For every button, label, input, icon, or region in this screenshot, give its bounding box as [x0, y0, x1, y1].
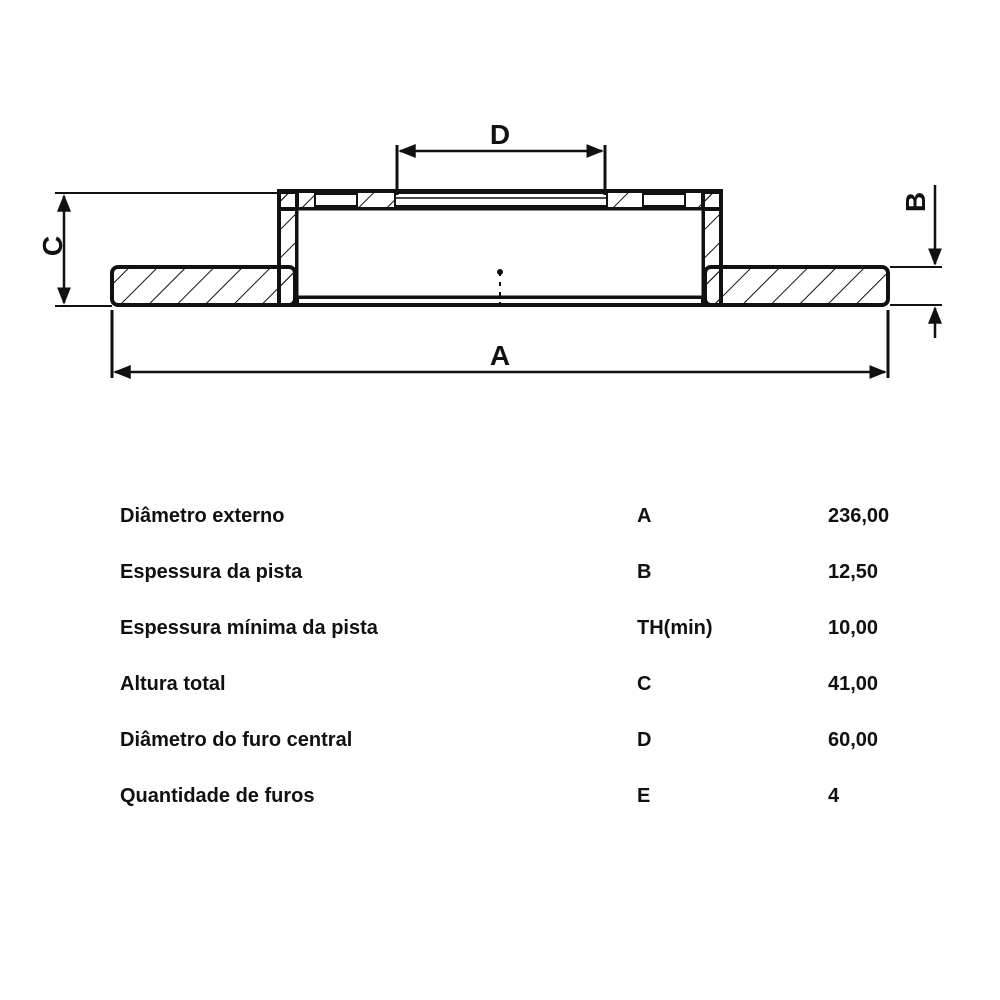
dimension-letter-c: C — [37, 235, 68, 257]
spec-value: 4 — [828, 785, 840, 807]
spec-row-hole-count — [120, 785, 920, 841]
brake-disc-cross-section-drawing — [0, 0, 1000, 420]
spec-row-track-thickness — [120, 561, 920, 617]
bolt-hole-right — [643, 194, 685, 206]
dimension-d — [397, 119, 605, 195]
bolt-hole-left — [315, 194, 357, 206]
spec-code: C — [637, 673, 652, 695]
spec-value: 12,50 — [828, 561, 879, 583]
left-braking-ring — [112, 267, 295, 305]
spec-label: Espessura da pista — [120, 561, 303, 583]
spec-row-total-height — [120, 673, 920, 729]
spec-value: 236,00 — [828, 505, 890, 527]
spec-code: A — [637, 505, 652, 527]
spec-label: Espessura mínima da pista — [120, 617, 378, 639]
disc-section — [112, 191, 888, 310]
spec-code: B — [637, 561, 652, 583]
spec-code: E — [637, 785, 651, 807]
dimension-a — [112, 310, 888, 378]
dimension-letter-b: B — [900, 191, 931, 213]
spec-label: Altura total — [120, 673, 226, 695]
spec-value: 10,00 — [828, 617, 879, 639]
dimension-b — [890, 185, 942, 338]
center-bore-gap — [395, 193, 607, 206]
spec-row-outer-diameter — [120, 505, 920, 561]
right-braking-ring — [705, 267, 888, 305]
dimension-letter-d: D — [489, 119, 511, 150]
spec-code: D — [637, 729, 652, 751]
dimension-letter-a: A — [489, 340, 511, 371]
spec-code: TH(min) — [637, 617, 713, 639]
spec-label: Quantidade de furos — [120, 785, 315, 807]
spec-row-min-track-thickness — [120, 617, 920, 673]
spec-label: Diâmetro do furo central — [120, 729, 353, 751]
spec-label: Diâmetro externo — [120, 505, 285, 527]
spec-value: 41,00 — [828, 673, 879, 695]
spec-row-center-bore-diameter — [120, 729, 920, 785]
specifications-table — [120, 505, 920, 841]
spec-value: 60,00 — [828, 729, 879, 751]
